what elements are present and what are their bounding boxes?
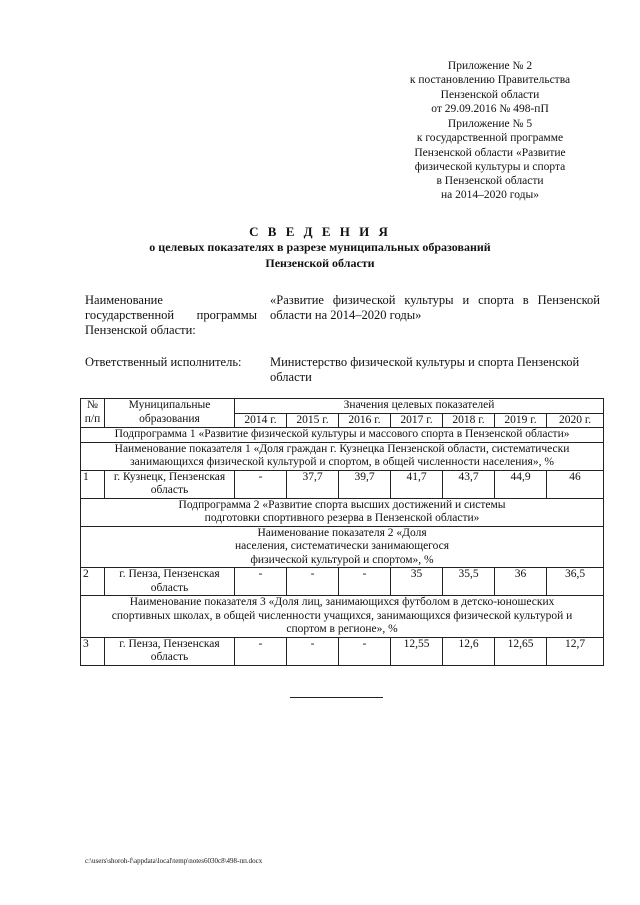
header-num: № п/п [81,399,105,428]
header-year: 2016 г. [339,413,391,428]
row-value: 12,65 [495,637,547,665]
executor-label: Ответственный исполнитель: [85,355,242,369]
row-municipality: г. Пенза, Пензенская область [105,637,235,665]
indicator-1: Наименование показателя 1 «Доля граждан г. Кузнецка Пензенской области, систематически занимающихся физической культурой и спортом, в общей численности населения», % [81,442,604,470]
row-value: - [287,637,339,665]
row-value: 36,5 [547,568,604,596]
row-value: 46 [547,470,604,498]
header-line: физической культуры и спорта [414,160,566,173]
row-value: - [339,637,391,665]
header-line: от 29.09.2016 № 498-пП [431,102,549,115]
subprogram-row [81,428,604,443]
program-label-1: Наименование [85,293,163,307]
indicator-3: Наименование показателя 3 «Доля лиц, занимающихся футболом в детско-юношеских спортивных школах, в общей численности учащихся, занимающихся физической культурой и спортом в регионе», % [81,596,604,638]
table-row [81,568,604,596]
row-value: - [339,568,391,596]
indicator-row [81,442,604,470]
row-value: 44,9 [495,470,547,498]
row-num: 2 [81,568,105,596]
header-values-title: Значения целевых показателей [235,399,604,414]
executor-value: Министерство физической культуры и спорта Пензенской области [270,355,580,384]
indicator-row [81,596,604,638]
table-row [81,470,604,498]
row-municipality: г. Пенза, Пензенская область [105,568,235,596]
header-year: 2018 г. [443,413,495,428]
header-year: 2014 г. [235,413,287,428]
row-value: 12,6 [443,637,495,665]
indicator-row [81,526,604,568]
header-line: в Пензенской области [436,175,544,188]
row-value: 39,7 [339,470,391,498]
subprogram-row [81,498,604,526]
row-value: 35,5 [443,568,495,596]
appendix-header-2 [380,117,600,203]
indicator-2: Наименование показателя 2 «Доля населения, систематически занимающегося физической культурой и спортом», % [81,526,604,568]
footer-file-path: c:\users\shoroh-f\appdata\local\temp\notes6030c8\498-пп.docx [85,857,263,865]
row-value: - [287,568,339,596]
header-line: на 2014–2020 годы» [441,189,539,202]
table-row [81,637,604,665]
row-municipality: г. Кузнецк, Пензенская область [105,470,235,498]
row-num: 1 [81,470,105,498]
header-line: Пензенской области «Развитие [414,146,566,159]
row-value: 12,55 [391,637,443,665]
subprogram-2: Подпрограмма 2 «Развитие спорта высших достижений и системы подготовки спортивного резерва в Пензенской области» [81,498,604,526]
header-year: 2017 г. [391,413,443,428]
document-subtitle-region: Пензенской области [265,256,375,270]
row-value: 41,7 [391,470,443,498]
indicators-table [80,398,604,666]
header-line: к постановлению Правительства [409,74,571,87]
row-value: 36 [495,568,547,596]
appendix-header-1 [380,59,600,116]
row-value: 35 [391,568,443,596]
header-line: Пензенской области [440,88,540,101]
header-line: Приложение № 2 [447,60,533,72]
program-label-2: государственной программы [85,308,257,322]
program-value: «Развитие физической культуры и спорта в Пензенской области на 2014–2020 годы» [270,293,600,322]
header-year: 2015 г. [287,413,339,428]
program-label-3: Пензенской области: [85,323,196,337]
document-subtitle: о целевых показателях в разрезе муниципальных образований [149,240,491,254]
header-line: Приложение № 5 [447,118,533,130]
header-year: 2020 г. [547,413,604,428]
row-value: - [235,568,287,596]
row-value: 43,7 [443,470,495,498]
row-value: 12,7 [547,637,604,665]
row-value: - [235,470,287,498]
header-year: 2019 г. [495,413,547,428]
row-num: 3 [81,637,105,665]
subprogram-1: Подпрограмма 1 «Развитие физической культуры и массового спорта в Пензенской области» [81,428,604,443]
row-value: 37,7 [287,470,339,498]
table-header-row [81,399,604,414]
row-value: - [235,637,287,665]
document-title: С В Е Д Е Н И Я [249,224,391,239]
header-line: к государственной программе [416,132,564,145]
signature-divider [290,697,383,698]
header-municipality: Муниципальные образования [105,399,235,428]
